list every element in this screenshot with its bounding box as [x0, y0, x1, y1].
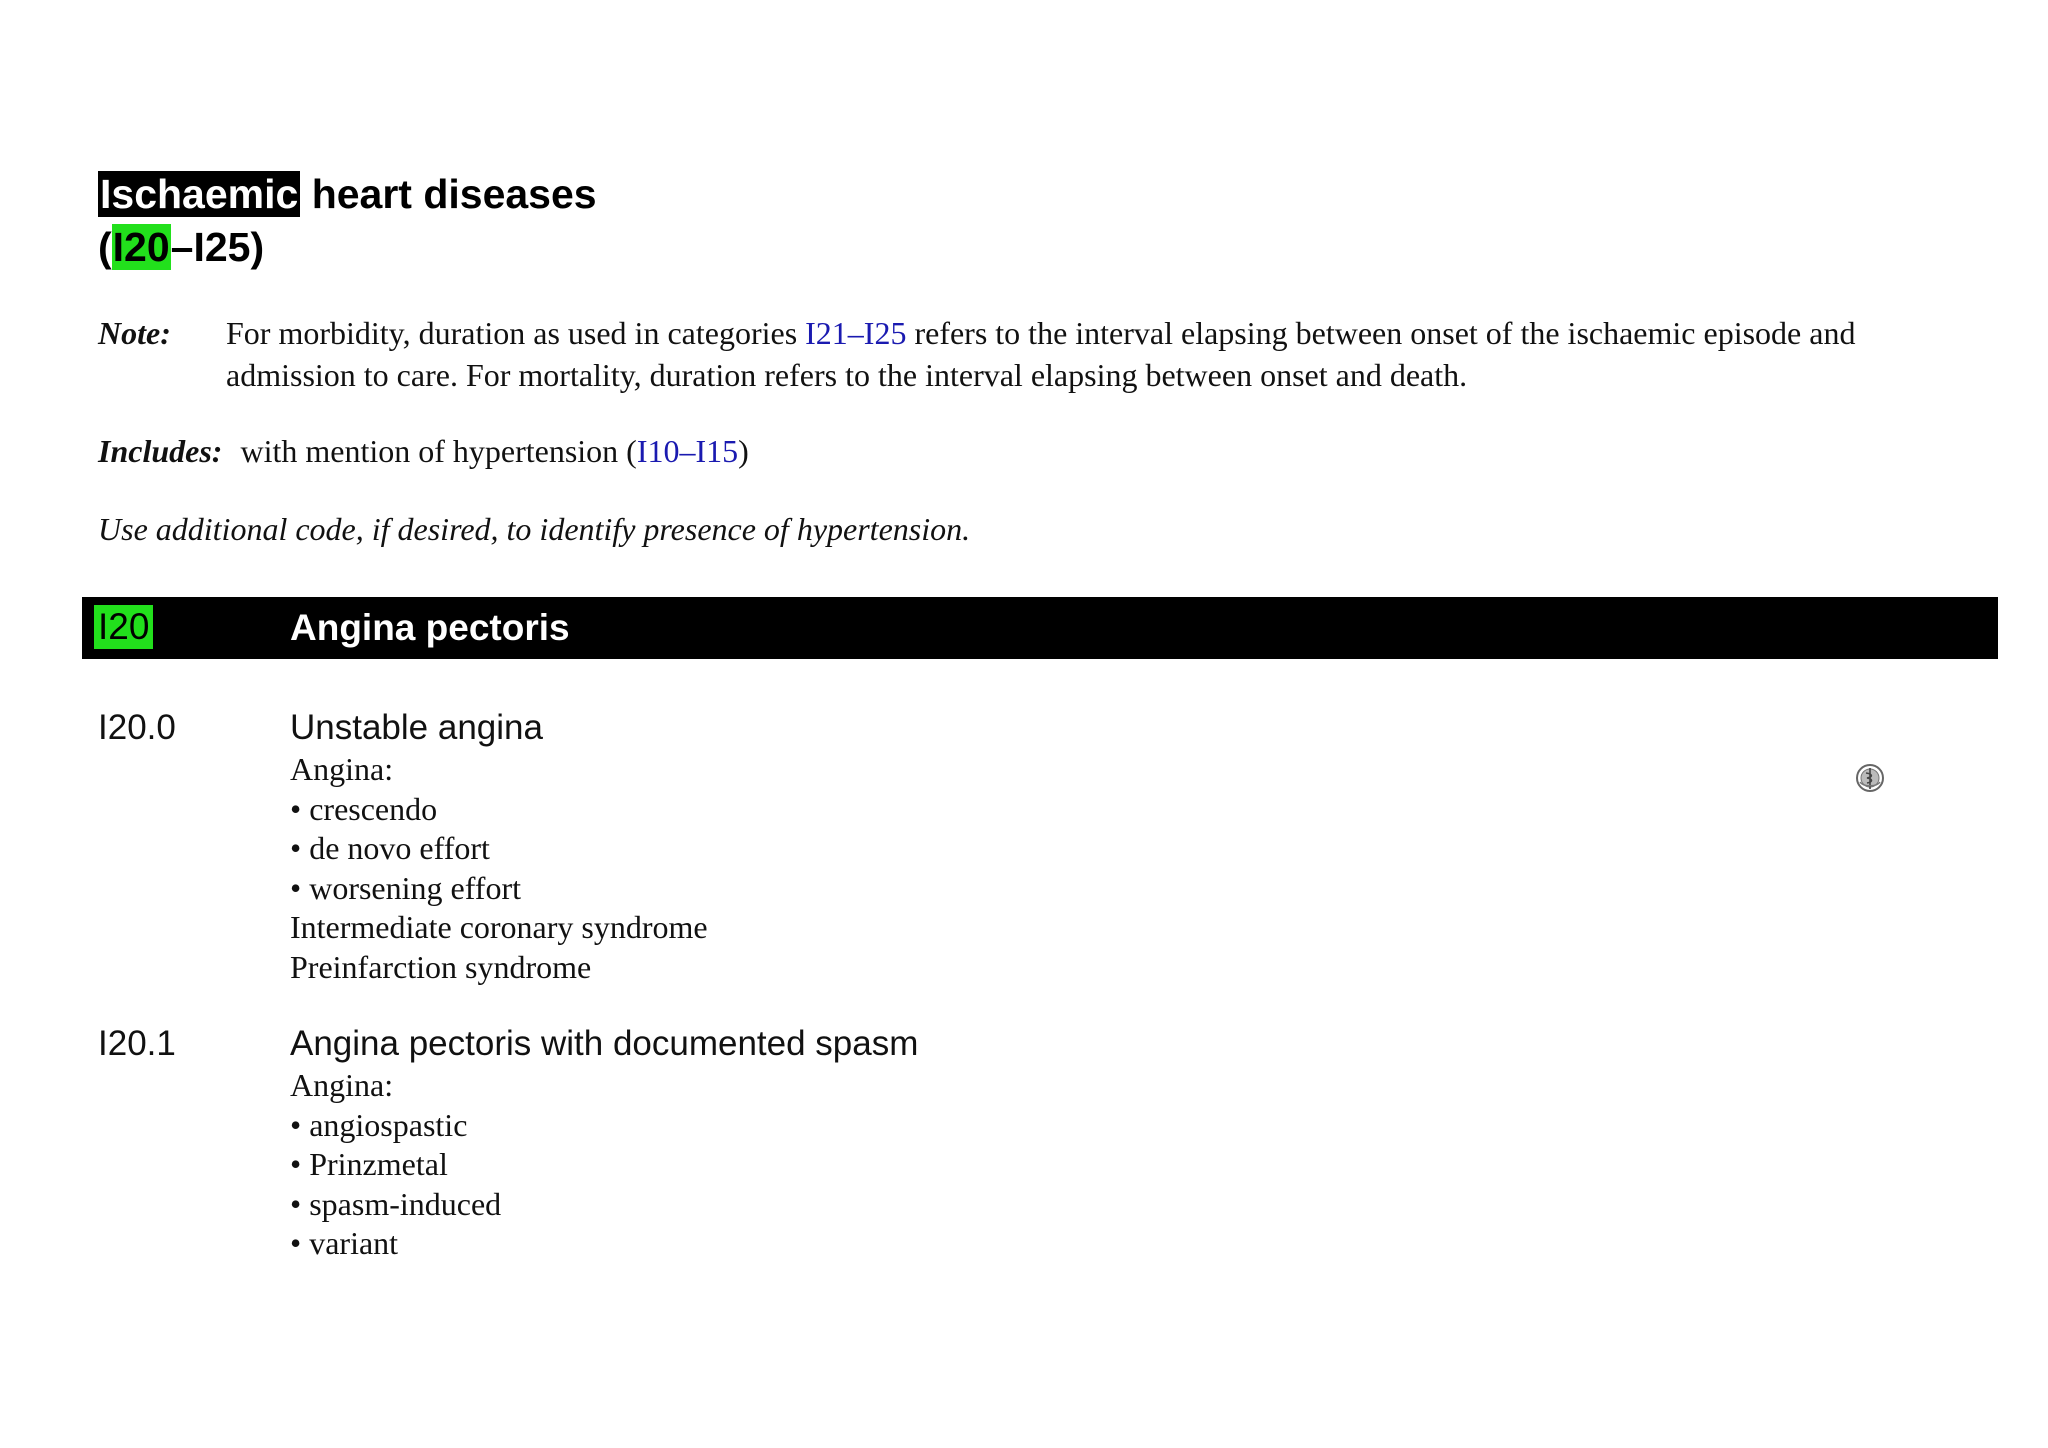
note-text-after: refers to the interval elapsing between onset of the ischaemic episode and admission to care. For mortality, duration refers to the interval elapsing between onset and death. — [226, 315, 1856, 393]
note-section — [98, 312, 1978, 396]
inclusion-term: • crescendo — [290, 790, 438, 827]
inclusion-term: Preinfarction syndrome — [290, 948, 592, 985]
inclusion-term: Intermediate coronary syndrome — [290, 909, 708, 945]
block-title-rest: heart diseases — [300, 171, 597, 217]
block-title-line1 — [98, 168, 597, 221]
note-text — [226, 312, 1978, 396]
inclusion-term: Angina: — [290, 751, 394, 787]
subcategory-body — [290, 1022, 918, 1264]
inclusion-term: • spasm-induced — [290, 1185, 502, 1222]
inclusion-term: • Prinzmetal — [290, 1146, 448, 1182]
block-range — [98, 221, 597, 274]
includes-text-before: with mention of hypertension ( — [240, 433, 637, 469]
block-range-end: –I25) — [170, 224, 265, 270]
inclusion-term: • angiospastic — [290, 1106, 468, 1143]
inclusion-term: • de novo effort — [290, 830, 490, 866]
subcategory-title: Unstable angina — [290, 708, 543, 747]
block-range-open: ( — [98, 224, 112, 270]
note-text-before: For morbidity, duration as used in categories — [226, 315, 806, 351]
subcategory-title: Angina pectoris with documented spasm — [290, 1024, 919, 1063]
category-code[interactable]: I20 — [94, 605, 153, 649]
block-range-start[interactable]: I20 — [112, 224, 170, 270]
category-header-bar — [82, 597, 1998, 659]
who-emblem-icon — [1854, 762, 1886, 794]
subcategory-code[interactable]: I20.0 — [98, 708, 176, 747]
includes-label: Includes: — [98, 433, 223, 469]
search-highlight-term: Ischaemic — [100, 171, 299, 217]
category-title: Angina pectoris — [290, 607, 570, 648]
note-label: Note: — [98, 315, 171, 351]
inclusion-term: • worsening effort — [290, 869, 521, 906]
block-title — [98, 168, 597, 274]
includes-section — [98, 430, 749, 472]
use-additional-code-instruction: Use additional code, if desired, to identify presence of hypertension. — [98, 511, 971, 547]
includes-link-i10-i15[interactable]: I10–I15 — [636, 433, 739, 469]
includes-text-after: ) — [738, 433, 749, 469]
inclusion-term: Angina: — [290, 1067, 394, 1103]
inclusion-term: • variant — [290, 1225, 399, 1261]
subcategory-code[interactable]: I20.1 — [98, 1024, 176, 1063]
note-link-i21-i25[interactable]: I21–I25 — [805, 315, 907, 351]
subcategory-body — [290, 706, 708, 987]
